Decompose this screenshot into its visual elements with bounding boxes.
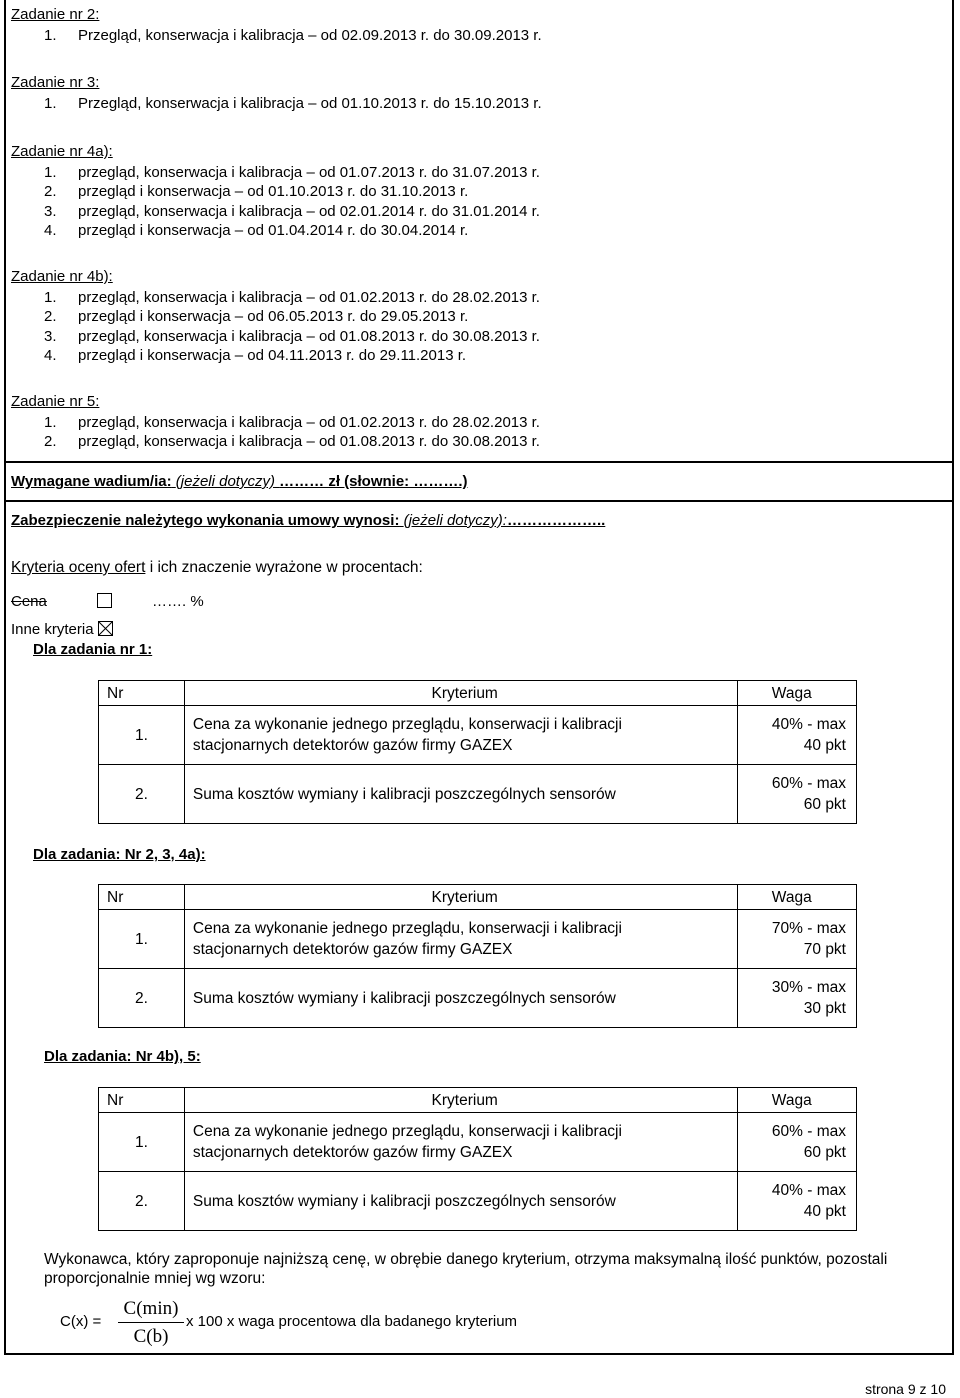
header-kryterium: Kryterium (184, 885, 737, 910)
cena-value: ……. % (152, 593, 204, 610)
table-header (99, 885, 857, 910)
zadanie-4b-item: 2. przegląd i konserwacja – od 06.05.2013 r. do 29.05.2013 r. (44, 308, 469, 325)
cena-label: Cena (11, 593, 47, 610)
table-row (99, 1172, 857, 1231)
row-kryterium: Suma kosztów wymiany i kalibracji poszczególnych sensorów (184, 765, 737, 824)
formula-lhs: C(x) = (60, 1313, 102, 1330)
formula-fraction (118, 1298, 184, 1348)
row-kryterium: Cena za wykonanie jednego przeglądu, konserwacji i kalibracji stacjonarnych detektorów gazów firmy GAZEX (184, 910, 737, 969)
row-waga: 30% - max 30 pkt (737, 969, 856, 1028)
wadium-line: Wymagane wadium/ia: (jeżeli dotyczy) ……… zł (słownie: ……….) (11, 473, 468, 490)
cena-row (11, 593, 204, 611)
header-kryterium: Kryterium (184, 1088, 737, 1113)
row-nr: 2. (99, 765, 185, 824)
zadanie-3-item: 1. Przegląd, konserwacja i kalibracja – od 01.10.2013 r. do 15.10.2013 r. (44, 95, 542, 112)
zadanie-2-title: Zadanie nr 2: (11, 6, 100, 23)
row-waga: 60% - max 60 pkt (737, 1113, 856, 1172)
zadanie-4a-item: 1. przegląd, konserwacja i kalibracja – od 01.07.2013 r. do 31.07.2013 r. (44, 164, 540, 181)
header-nr: Nr (99, 681, 185, 706)
table-2-title: Dla zadania: Nr 2, 3, 4a): (33, 846, 206, 863)
zadanie-5-title: Zadanie nr 5: (11, 393, 100, 410)
row-waga: 40% - max 40 pkt (737, 706, 856, 765)
header-waga: Waga (737, 1088, 856, 1113)
row-kryterium: Cena za wykonanie jednego przeglądu, konserwacji i kalibracji stacjonarnych detektorów gazów firmy GAZEX (184, 706, 737, 765)
criteria-table-1 (98, 680, 857, 824)
criteria-table-3 (98, 1087, 857, 1231)
formula-rhs: x 100 x waga procentowa dla badanego kryterium (186, 1313, 518, 1330)
header-nr: Nr (99, 885, 185, 910)
separator (6, 461, 952, 463)
row-nr: 2. (99, 969, 185, 1028)
zadanie-4a-item: 3. przegląd, konserwacja i kalibracja – od 02.01.2014 r. do 31.01.2014 r. (44, 203, 540, 220)
zadanie-4a-item: 4. przegląd i konserwacja – od 01.04.2014 r. do 30.04.2014 r. (44, 222, 469, 239)
row-kryterium: Cena za wykonanie jednego przeglądu, konserwacji i kalibracji stacjonarnych detektorów gazów firmy GAZEX (184, 1113, 737, 1172)
zadanie-5-item: 2. przegląd, konserwacja i kalibracja – od 01.08.2013 r. do 30.08.2013 r. (44, 433, 540, 450)
row-nr: 1. (99, 1113, 185, 1172)
zadanie-4b-item: 3. przegląd, konserwacja i kalibracja – od 01.08.2013 r. do 30.08.2013 r. (44, 328, 540, 345)
header-kryterium: Kryterium (184, 681, 737, 706)
cena-checkbox[interactable] (97, 593, 112, 608)
zadanie-4a-title: Zadanie nr 4a): (11, 143, 113, 160)
table-header (99, 681, 857, 706)
kryteria-heading: Kryteria oceny ofert i ich znaczenie wyrażone w procentach: (11, 559, 423, 576)
formula-numerator: C(min) (118, 1298, 184, 1323)
table-row (99, 765, 857, 824)
table-header (99, 1088, 857, 1113)
table-3-title: Dla zadania: Nr 4b), 5: (44, 1048, 201, 1065)
zadanie-3-title: Zadanie nr 3: (11, 74, 100, 91)
formula-denominator: C(b) (133, 1326, 169, 1347)
table-1-title: Dla zadania nr 1: (33, 641, 153, 658)
check-x-icon (99, 622, 112, 635)
header-nr: Nr (99, 1088, 185, 1113)
table-row (99, 969, 857, 1028)
row-waga: 60% - max 60 pkt (737, 765, 856, 824)
header-waga: Waga (737, 681, 856, 706)
inne-kryteria-checkbox[interactable] (98, 621, 113, 636)
row-waga: 70% - max 70 pkt (737, 910, 856, 969)
header-waga: Waga (737, 885, 856, 910)
note-line-1: Wykonawca, który zaproponuje najniższą cenę, w obrębie danego kryterium, otrzyma maksymalną ilość punktów, pozostali (44, 1251, 888, 1268)
table-row (99, 706, 857, 765)
row-waga: 40% - max 40 pkt (737, 1172, 856, 1231)
page-number: strona 9 z 10 (865, 1381, 946, 1397)
row-kryterium: Suma kosztów wymiany i kalibracji poszczególnych sensorów (184, 969, 737, 1028)
zadanie-5-item: 1. przegląd, konserwacja i kalibracja – od 01.02.2013 r. do 28.02.2013 r. (44, 414, 540, 431)
zadanie-4b-item: 4. przegląd i konserwacja – od 04.11.2013 r. do 29.11.2013 r. (44, 347, 467, 364)
zadanie-4b-title: Zadanie nr 4b): (11, 268, 113, 285)
zadanie-2-item: 1. Przegląd, konserwacja i kalibracja – od 02.09.2013 r. do 30.09.2013 r. (44, 27, 542, 44)
row-nr: 1. (99, 910, 185, 969)
row-nr: 2. (99, 1172, 185, 1231)
row-nr: 1. (99, 706, 185, 765)
zadanie-4a-item: 2. przegląd i konserwacja – od 01.10.2013 r. do 31.10.2013 r. (44, 183, 469, 200)
inne-kryteria-label: Inne kryteria (11, 621, 94, 638)
row-kryterium: Suma kosztów wymiany i kalibracji poszczególnych sensorów (184, 1172, 737, 1231)
zadanie-4b-item: 1. przegląd, konserwacja i kalibracja – od 01.02.2013 r. do 28.02.2013 r. (44, 289, 540, 306)
separator (6, 500, 952, 502)
table-row (99, 910, 857, 969)
zabezpieczenie-line: Zabezpieczenie należytego wykonania umowy wynosi: (jeżeli dotyczy):……………….. (11, 512, 606, 529)
table-row (99, 1113, 857, 1172)
note-line-2: proporcjonalnie mniej wg wzoru: (44, 1270, 266, 1287)
criteria-table-2 (98, 884, 857, 1028)
inne-kryteria-row (11, 621, 117, 639)
